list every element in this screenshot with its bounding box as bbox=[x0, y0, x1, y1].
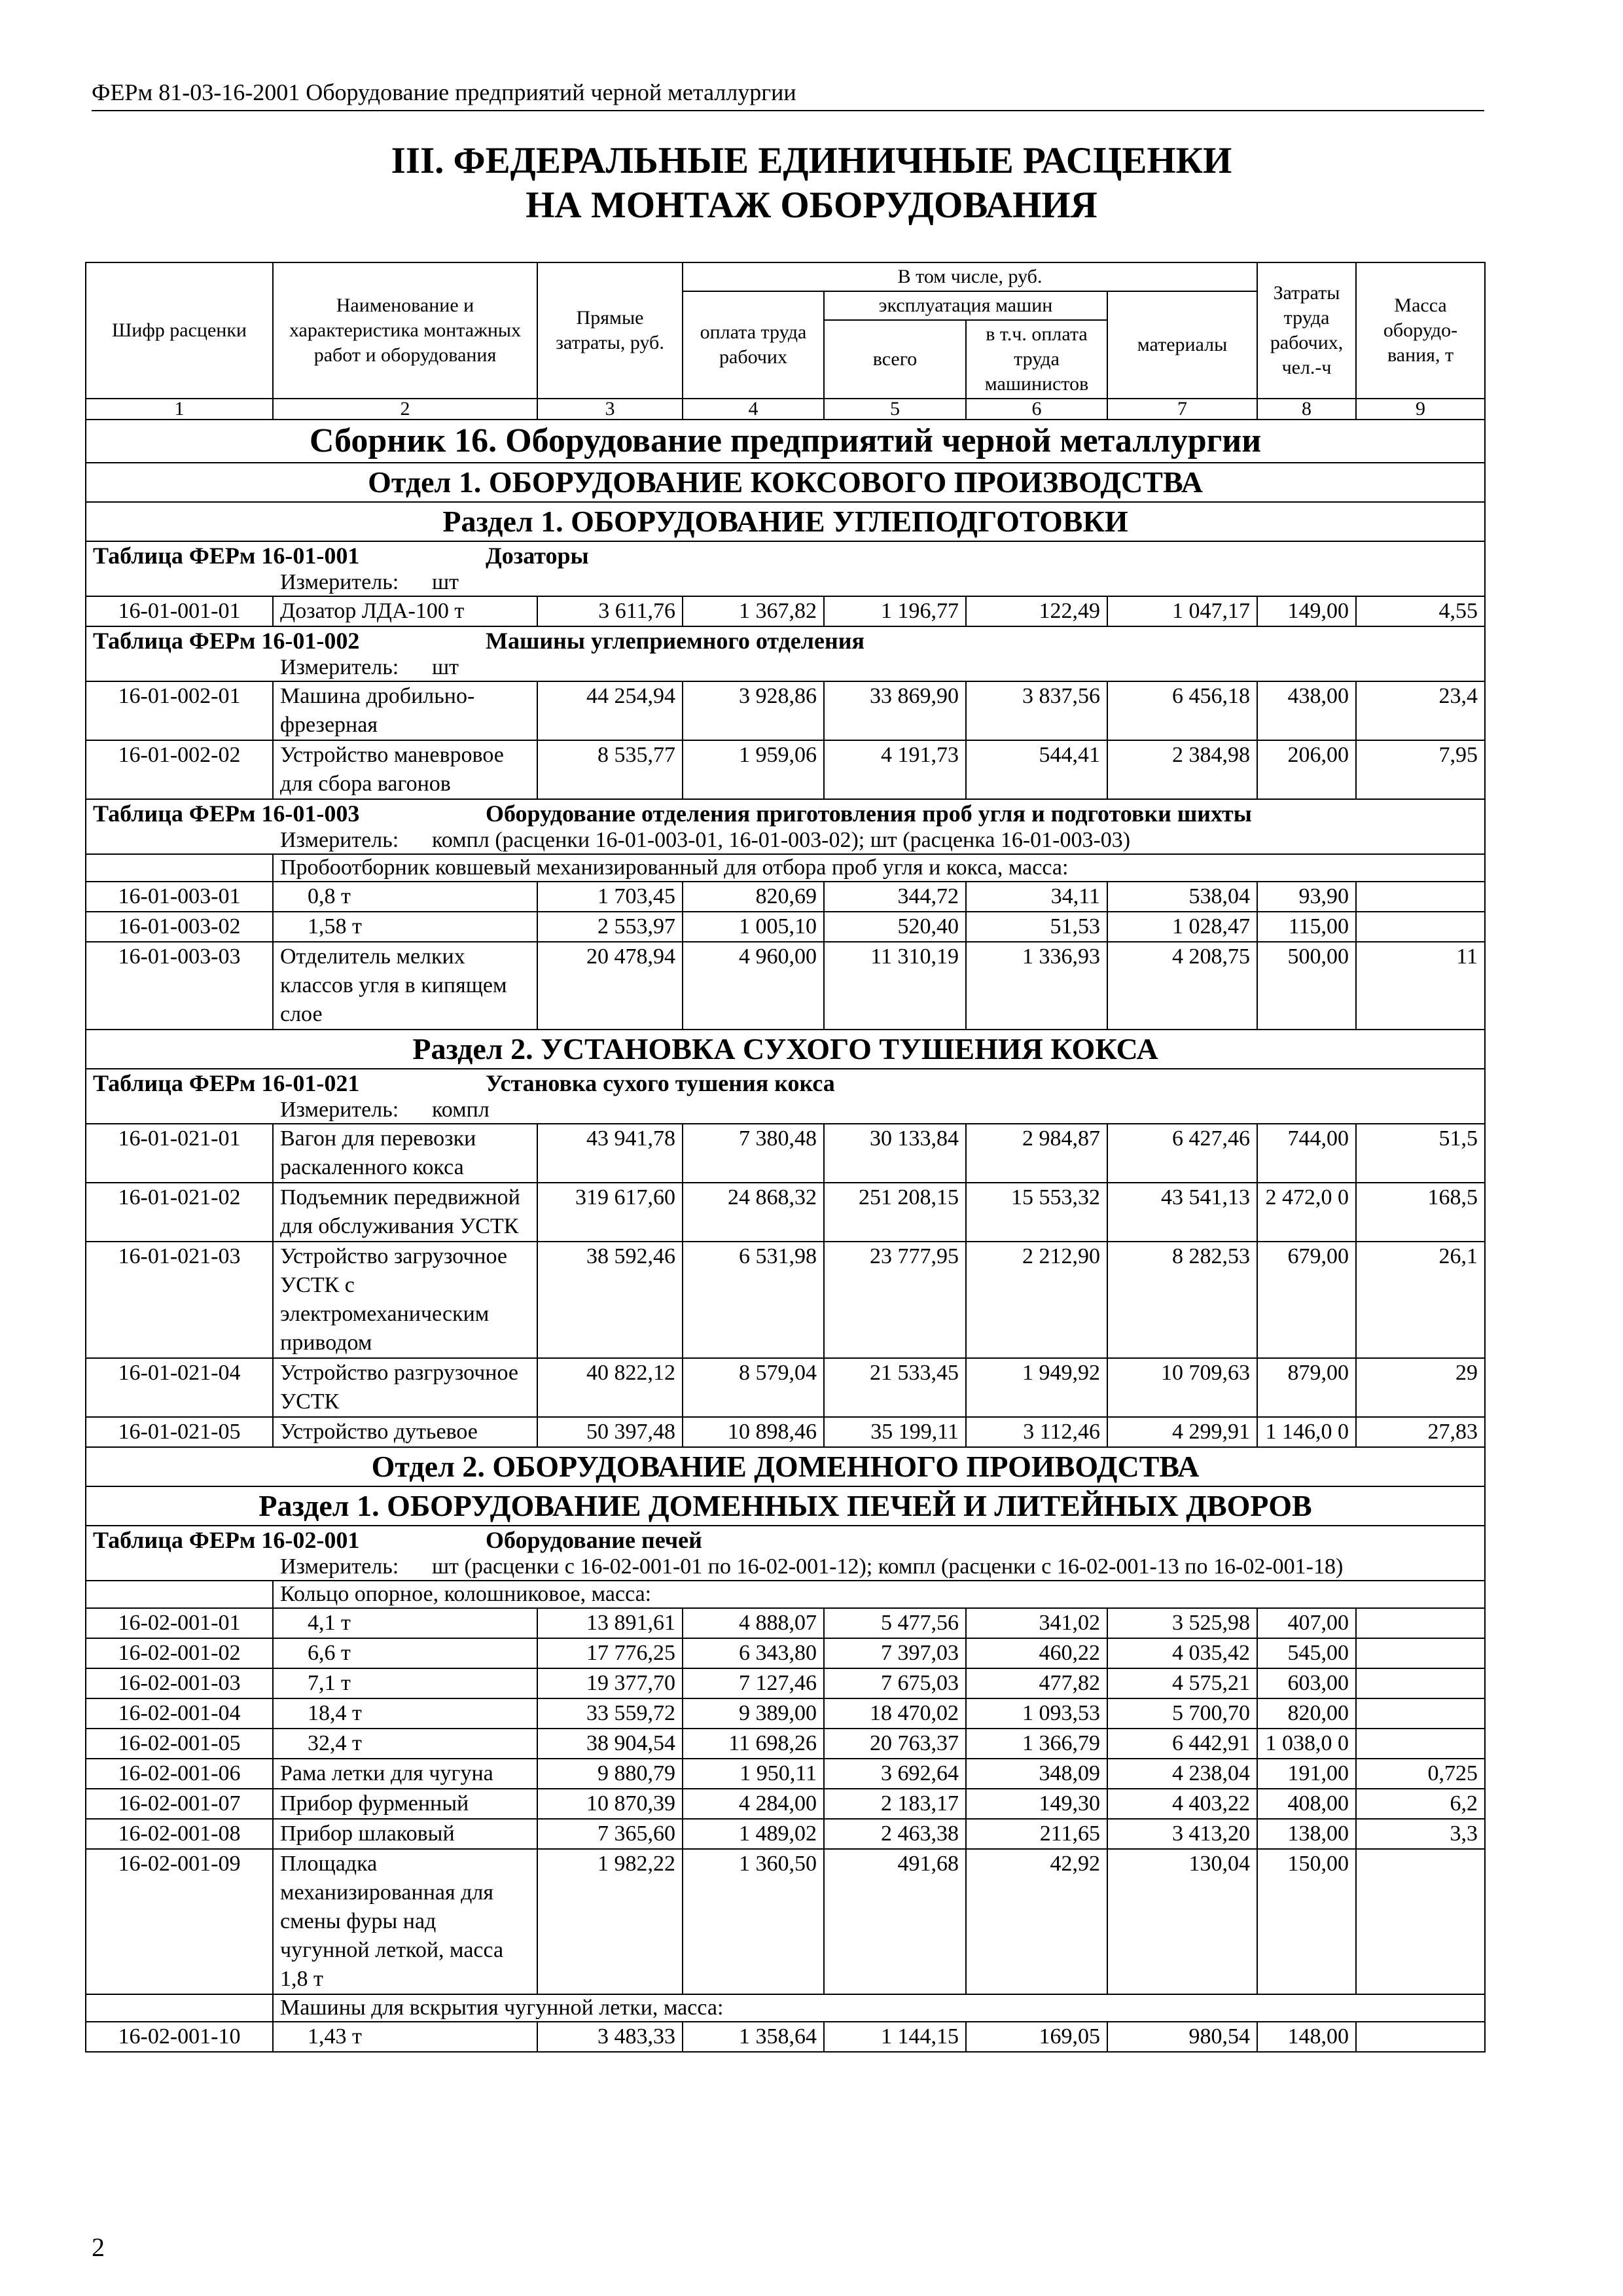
machines-cost: 3 692,64 bbox=[824, 1759, 966, 1789]
operators-cost: 3 112,46 bbox=[966, 1417, 1107, 1447]
rate-name: Площадка механизированная для смены фуры над чугунной леткой, масса 1,8 т bbox=[273, 1849, 537, 1994]
measure-value: шт bbox=[432, 655, 459, 679]
labor-hours: 500,00 bbox=[1257, 942, 1356, 1030]
labor-hours: 438,00 bbox=[1257, 681, 1356, 740]
materials-cost: 8 282,53 bbox=[1107, 1242, 1257, 1358]
rate-name: 32,4 т bbox=[273, 1729, 537, 1759]
col-code: Шифр расценки bbox=[86, 262, 273, 399]
direct-cost: 3 611,76 bbox=[537, 596, 683, 626]
measure-label: Измеритель: bbox=[280, 1098, 399, 1122]
operators-cost: 1 093,53 bbox=[966, 1698, 1107, 1729]
table-caption bbox=[86, 1069, 1485, 1097]
rate-name: 1,43 т bbox=[273, 2022, 537, 2052]
labor-cost: 7 380,48 bbox=[683, 1124, 824, 1183]
materials-cost: 2 384,98 bbox=[1107, 740, 1257, 799]
direct-cost: 20 478,94 bbox=[537, 942, 683, 1030]
table-row bbox=[86, 1849, 1485, 1994]
measure-row bbox=[86, 569, 1485, 596]
table-code: Таблица ФЕРм 16-01-003 bbox=[93, 800, 360, 827]
rate-code: 16-01-021-02 bbox=[86, 1183, 273, 1242]
equipment-mass bbox=[1356, 1608, 1485, 1638]
machines-cost: 491,68 bbox=[824, 1849, 966, 1994]
equipment-mass: 3,3 bbox=[1356, 1819, 1485, 1849]
machines-cost: 2 463,38 bbox=[824, 1819, 966, 1849]
operators-cost: 477,82 bbox=[966, 1668, 1107, 1698]
equipment-mass: 11 bbox=[1356, 942, 1485, 1030]
table-row bbox=[86, 1759, 1485, 1789]
labor-cost: 7 127,46 bbox=[683, 1668, 824, 1698]
rate-name: 4,1 т bbox=[273, 1608, 537, 1638]
equipment-mass: 168,5 bbox=[1356, 1183, 1485, 1242]
labor-cost: 1 959,06 bbox=[683, 740, 824, 799]
materials-cost: 43 541,13 bbox=[1107, 1183, 1257, 1242]
table-row bbox=[86, 1819, 1485, 1849]
title-line-1: III. ФЕДЕРАЛЬНЫЕ ЕДИНИЧНЫЕ РАСЦЕНКИ bbox=[391, 140, 1232, 181]
equipment-mass: 26,1 bbox=[1356, 1242, 1485, 1358]
rate-code: 16-01-021-01 bbox=[86, 1124, 273, 1183]
table-name: Установка сухого тушения кокса bbox=[486, 1070, 835, 1096]
rate-name: Вагон для перевозки раскаленного кокса bbox=[273, 1124, 537, 1183]
table-caption bbox=[86, 1526, 1485, 1554]
rate-code: 16-01-003-01 bbox=[86, 882, 273, 912]
table-row bbox=[86, 942, 1485, 1030]
operators-cost: 122,49 bbox=[966, 596, 1107, 626]
labor-cost: 4 284,00 bbox=[683, 1789, 824, 1819]
operators-cost: 460,22 bbox=[966, 1638, 1107, 1668]
measure-row bbox=[86, 1097, 1485, 1124]
rate-code: 16-02-001-08 bbox=[86, 1819, 273, 1849]
labor-cost: 820,69 bbox=[683, 882, 824, 912]
col-machines-total: всего bbox=[824, 320, 966, 399]
rate-name: Подъемник передвижной для обслуживания УСТК bbox=[273, 1183, 537, 1242]
equipment-mass bbox=[1356, 912, 1485, 942]
operators-cost: 2 212,90 bbox=[966, 1242, 1107, 1358]
table-row bbox=[86, 1242, 1485, 1358]
machines-cost: 7 675,03 bbox=[824, 1668, 966, 1698]
machines-cost: 7 397,03 bbox=[824, 1638, 966, 1668]
equipment-mass: 4,55 bbox=[1356, 596, 1485, 626]
machines-cost: 23 777,95 bbox=[824, 1242, 966, 1358]
col-number: 8 bbox=[1257, 399, 1356, 420]
rate-code: 16-02-001-07 bbox=[86, 1789, 273, 1819]
section-heading: Раздел 1. ОБОРУДОВАНИЕ ДОМЕННЫХ ПЕЧЕЙ И ЛИТЕЙНЫХ ДВОРОВ bbox=[86, 1486, 1485, 1526]
table-row bbox=[86, 1417, 1485, 1447]
labor-cost: 1 489,02 bbox=[683, 1819, 824, 1849]
direct-cost: 9 880,79 bbox=[537, 1759, 683, 1789]
machines-cost: 520,40 bbox=[824, 912, 966, 942]
materials-cost: 6 456,18 bbox=[1107, 681, 1257, 740]
equipment-mass bbox=[1356, 1668, 1485, 1698]
labor-hours: 2 472,0 0 bbox=[1257, 1183, 1356, 1242]
equipment-mass bbox=[1356, 2022, 1485, 2052]
rate-name: 18,4 т bbox=[273, 1698, 537, 1729]
col-number: 9 bbox=[1356, 399, 1485, 420]
measure-value: компл (расценки 16-01-003-01, 16-01-003-02); шт (расценка 16-01-003-03) bbox=[432, 828, 1131, 852]
direct-cost: 40 822,12 bbox=[537, 1358, 683, 1417]
running-header: ФЕРм 81-03-16-2001 Оборудование предприятий черной металлургии bbox=[92, 77, 1484, 111]
col-number: 6 bbox=[966, 399, 1107, 420]
measure-row bbox=[86, 827, 1485, 854]
labor-cost: 4 888,07 bbox=[683, 1608, 824, 1638]
direct-cost: 44 254,94 bbox=[537, 681, 683, 740]
operators-cost: 211,65 bbox=[966, 1819, 1107, 1849]
col-mass: Масса оборудо-вания, т bbox=[1356, 262, 1485, 399]
table-row bbox=[86, 1668, 1485, 1698]
equipment-mass bbox=[1356, 1849, 1485, 1994]
labor-cost: 6 531,98 bbox=[683, 1242, 824, 1358]
labor-cost: 4 960,00 bbox=[683, 942, 824, 1030]
direct-cost: 1 703,45 bbox=[537, 882, 683, 912]
materials-cost: 6 442,91 bbox=[1107, 1729, 1257, 1759]
labor-hours: 408,00 bbox=[1257, 1789, 1356, 1819]
table-row bbox=[86, 1183, 1485, 1242]
table-row bbox=[86, 740, 1485, 799]
rate-code: 16-01-021-03 bbox=[86, 1242, 273, 1358]
table-name: Дозаторы bbox=[486, 543, 589, 569]
rates-table bbox=[85, 262, 1486, 2053]
direct-cost: 17 776,25 bbox=[537, 1638, 683, 1668]
direct-cost: 33 559,72 bbox=[537, 1698, 683, 1729]
measure-value: компл bbox=[432, 1098, 490, 1122]
labor-cost: 11 698,26 bbox=[683, 1729, 824, 1759]
title-line-2: НА МОНТАЖ ОБОРУДОВАНИЯ bbox=[526, 185, 1097, 226]
col-including: В том числе, руб. bbox=[683, 262, 1257, 291]
labor-hours: 115,00 bbox=[1257, 912, 1356, 942]
labor-hours: 879,00 bbox=[1257, 1358, 1356, 1417]
machines-cost: 20 763,37 bbox=[824, 1729, 966, 1759]
equipment-mass: 51,5 bbox=[1356, 1124, 1485, 1183]
measure-label: Измеритель: bbox=[280, 828, 399, 852]
operators-cost: 1 366,79 bbox=[966, 1729, 1107, 1759]
col-name: Наименование и характеристика монтажных работ и оборудования bbox=[273, 262, 537, 399]
equipment-mass: 23,4 bbox=[1356, 681, 1485, 740]
direct-cost: 19 377,70 bbox=[537, 1668, 683, 1698]
operators-cost: 1 336,93 bbox=[966, 942, 1107, 1030]
labor-hours: 603,00 bbox=[1257, 1668, 1356, 1698]
rate-name: Машина дробильно-фрезерная bbox=[273, 681, 537, 740]
table-row bbox=[86, 596, 1485, 626]
column-numbers-row bbox=[86, 399, 1485, 420]
machines-cost: 18 470,02 bbox=[824, 1698, 966, 1729]
operators-cost: 1 949,92 bbox=[966, 1358, 1107, 1417]
rate-name: Прибор фурменный bbox=[273, 1789, 537, 1819]
table-caption bbox=[86, 541, 1485, 569]
labor-cost: 10 898,46 bbox=[683, 1417, 824, 1447]
rate-code: 16-01-003-02 bbox=[86, 912, 273, 942]
measure-label: Измеритель: bbox=[280, 1554, 399, 1579]
machines-cost: 21 533,45 bbox=[824, 1358, 966, 1417]
equipment-mass: 29 bbox=[1356, 1358, 1485, 1417]
operators-cost: 51,53 bbox=[966, 912, 1107, 942]
direct-cost: 50 397,48 bbox=[537, 1417, 683, 1447]
rate-code: 16-01-021-04 bbox=[86, 1358, 273, 1417]
operators-cost: 169,05 bbox=[966, 2022, 1107, 2052]
rate-code: 16-02-001-03 bbox=[86, 1668, 273, 1698]
materials-cost: 4 575,21 bbox=[1107, 1668, 1257, 1698]
materials-cost: 4 238,04 bbox=[1107, 1759, 1257, 1789]
machines-cost: 4 191,73 bbox=[824, 740, 966, 799]
table-row bbox=[86, 882, 1485, 912]
section-heading: Раздел 1. ОБОРУДОВАНИЕ УГЛЕПОДГОТОВКИ bbox=[86, 502, 1485, 541]
machines-cost: 11 310,19 bbox=[824, 942, 966, 1030]
direct-cost: 38 592,46 bbox=[537, 1242, 683, 1358]
materials-cost: 6 427,46 bbox=[1107, 1124, 1257, 1183]
labor-hours: 149,00 bbox=[1257, 596, 1356, 626]
operators-cost: 341,02 bbox=[966, 1608, 1107, 1638]
materials-cost: 5 700,70 bbox=[1107, 1698, 1257, 1729]
table-code: Таблица ФЕРм 16-01-002 bbox=[93, 628, 360, 654]
labor-cost: 3 928,86 bbox=[683, 681, 824, 740]
labor-cost: 1 367,82 bbox=[683, 596, 824, 626]
direct-cost: 43 941,78 bbox=[537, 1124, 683, 1183]
page-title bbox=[0, 139, 1623, 228]
rate-code: 16-02-001-02 bbox=[86, 1638, 273, 1668]
measure-label: Измеритель: bbox=[280, 655, 399, 679]
machines-cost: 33 869,90 bbox=[824, 681, 966, 740]
direct-cost: 10 870,39 bbox=[537, 1789, 683, 1819]
labor-hours: 191,00 bbox=[1257, 1759, 1356, 1789]
operators-cost: 15 553,32 bbox=[966, 1183, 1107, 1242]
labor-cost: 24 868,32 bbox=[683, 1183, 824, 1242]
rate-code: 16-01-021-05 bbox=[86, 1417, 273, 1447]
group-note: Пробоотборник ковшевый механизированный для отбора проб угля и кокса, масса: bbox=[273, 854, 1485, 882]
col-number: 1 bbox=[86, 399, 273, 420]
machines-cost: 1 144,15 bbox=[824, 2022, 966, 2052]
direct-cost: 7 365,60 bbox=[537, 1819, 683, 1849]
rates-table-wrapper bbox=[85, 262, 1484, 2053]
table-name: Оборудование печей bbox=[486, 1527, 702, 1553]
materials-cost: 130,04 bbox=[1107, 1849, 1257, 1994]
machines-cost: 30 133,84 bbox=[824, 1124, 966, 1183]
direct-cost: 2 553,97 bbox=[537, 912, 683, 942]
col-hours: Затраты труда рабочих, чел.-ч bbox=[1257, 262, 1356, 399]
labor-hours: 545,00 bbox=[1257, 1638, 1356, 1668]
equipment-mass bbox=[1356, 882, 1485, 912]
machines-cost: 251 208,15 bbox=[824, 1183, 966, 1242]
table-body bbox=[86, 420, 1485, 2052]
labor-hours: 744,00 bbox=[1257, 1124, 1356, 1183]
equipment-mass bbox=[1356, 1729, 1485, 1759]
materials-cost: 980,54 bbox=[1107, 2022, 1257, 2052]
operators-cost: 544,41 bbox=[966, 740, 1107, 799]
materials-cost: 4 035,42 bbox=[1107, 1638, 1257, 1668]
rate-code: 16-01-002-01 bbox=[86, 681, 273, 740]
rate-name: Устройство дутьевое bbox=[273, 1417, 537, 1447]
col-operators: в т.ч. оплата труда машинистов bbox=[966, 320, 1107, 399]
materials-cost: 4 299,91 bbox=[1107, 1417, 1257, 1447]
materials-cost: 10 709,63 bbox=[1107, 1358, 1257, 1417]
rate-code: 16-02-001-10 bbox=[86, 2022, 273, 2052]
equipment-mass: 6,2 bbox=[1356, 1789, 1485, 1819]
operators-cost: 34,11 bbox=[966, 882, 1107, 912]
equipment-mass bbox=[1356, 1638, 1485, 1668]
table-row bbox=[86, 681, 1485, 740]
rate-name: Рама летки для чугуна bbox=[273, 1759, 537, 1789]
equipment-mass: 27,83 bbox=[1356, 1417, 1485, 1447]
rate-name: 6,6 т bbox=[273, 1638, 537, 1668]
equipment-mass bbox=[1356, 1698, 1485, 1729]
labor-hours: 150,00 bbox=[1257, 1849, 1356, 1994]
table-row bbox=[86, 1608, 1485, 1638]
col-machines: эксплуатация машин bbox=[824, 291, 1107, 320]
group-note: Машины для вскрытия чугунной летки, масса: bbox=[273, 1994, 1485, 2022]
operators-cost: 2 984,87 bbox=[966, 1124, 1107, 1183]
rate-code: 16-01-003-03 bbox=[86, 942, 273, 1030]
department-heading: Отдел 1. ОБОРУДОВАНИЕ КОКСОВОГО ПРОИЗВОДСТВА bbox=[86, 463, 1485, 502]
direct-cost: 1 982,22 bbox=[537, 1849, 683, 1994]
table-row bbox=[86, 1729, 1485, 1759]
table-caption bbox=[86, 626, 1485, 655]
labor-cost: 8 579,04 bbox=[683, 1358, 824, 1417]
col-number: 2 bbox=[273, 399, 537, 420]
rate-name: Дозатор ЛДА-100 т bbox=[273, 596, 537, 626]
col-number: 7 bbox=[1107, 399, 1257, 420]
labor-hours: 206,00 bbox=[1257, 740, 1356, 799]
labor-hours: 820,00 bbox=[1257, 1698, 1356, 1729]
materials-cost: 3 413,20 bbox=[1107, 1819, 1257, 1849]
table-row bbox=[86, 2022, 1485, 2052]
labor-hours: 1 146,0 0 bbox=[1257, 1417, 1356, 1447]
rate-name: Устройство разгрузочное УСТК bbox=[273, 1358, 537, 1417]
materials-cost: 1 047,17 bbox=[1107, 596, 1257, 626]
materials-cost: 3 525,98 bbox=[1107, 1608, 1257, 1638]
rate-name: 0,8 т bbox=[273, 882, 537, 912]
labor-cost: 1 358,64 bbox=[683, 2022, 824, 2052]
direct-cost: 38 904,54 bbox=[537, 1729, 683, 1759]
labor-hours: 407,00 bbox=[1257, 1608, 1356, 1638]
direct-cost: 3 483,33 bbox=[537, 2022, 683, 2052]
operators-cost: 348,09 bbox=[966, 1759, 1107, 1789]
labor-cost: 1 950,11 bbox=[683, 1759, 824, 1789]
col-number: 5 bbox=[824, 399, 966, 420]
table-code: Таблица ФЕРм 16-01-001 bbox=[93, 543, 360, 569]
measure-row bbox=[86, 1554, 1485, 1581]
labor-hours: 138,00 bbox=[1257, 1819, 1356, 1849]
direct-cost: 8 535,77 bbox=[537, 740, 683, 799]
table-row bbox=[86, 1789, 1485, 1819]
labor-cost: 1 005,10 bbox=[683, 912, 824, 942]
labor-hours: 679,00 bbox=[1257, 1242, 1356, 1358]
rate-code: 16-01-001-01 bbox=[86, 596, 273, 626]
col-direct: Прямые затраты, руб. bbox=[537, 262, 683, 399]
table-name: Машины углеприемного отделения bbox=[486, 628, 865, 654]
labor-hours: 148,00 bbox=[1257, 2022, 1356, 2052]
rate-code: 16-02-001-05 bbox=[86, 1729, 273, 1759]
table-row bbox=[86, 1124, 1485, 1183]
rate-code: 16-02-001-09 bbox=[86, 1849, 273, 1994]
operators-cost: 3 837,56 bbox=[966, 681, 1107, 740]
labor-cost: 6 343,80 bbox=[683, 1638, 824, 1668]
col-materials: материалы bbox=[1107, 291, 1257, 399]
rate-code: 16-01-002-02 bbox=[86, 740, 273, 799]
materials-cost: 1 028,47 bbox=[1107, 912, 1257, 942]
section-heading: Раздел 2. УСТАНОВКА СУХОГО ТУШЕНИЯ КОКСА bbox=[86, 1030, 1485, 1069]
rate-name: 7,1 т bbox=[273, 1668, 537, 1698]
labor-cost: 1 360,50 bbox=[683, 1849, 824, 1994]
col-number: 4 bbox=[683, 399, 824, 420]
operators-cost: 42,92 bbox=[966, 1849, 1107, 1994]
rate-code: 16-02-001-06 bbox=[86, 1759, 273, 1789]
col-labor: оплата труда рабочих bbox=[683, 291, 824, 399]
materials-cost: 4 403,22 bbox=[1107, 1789, 1257, 1819]
table-code: Таблица ФЕРм 16-01-021 bbox=[93, 1070, 360, 1096]
labor-cost: 9 389,00 bbox=[683, 1698, 824, 1729]
measure-row bbox=[86, 655, 1485, 681]
equipment-mass: 0,725 bbox=[1356, 1759, 1485, 1789]
materials-cost: 4 208,75 bbox=[1107, 942, 1257, 1030]
equipment-mass: 7,95 bbox=[1356, 740, 1485, 799]
table-row bbox=[86, 1358, 1485, 1417]
table-code: Таблица ФЕРм 16-02-001 bbox=[93, 1527, 360, 1553]
measure-value: шт bbox=[432, 570, 459, 594]
rate-code: 16-02-001-04 bbox=[86, 1698, 273, 1729]
rate-name: Устройство маневровое для сбора вагонов bbox=[273, 740, 537, 799]
measure-value: шт (расценки с 16-02-001-01 по 16-02-001-12); компл (расценки с 16-02-001-13 по 16-02-001-18) bbox=[432, 1554, 1344, 1579]
table-head bbox=[86, 262, 1485, 420]
group-note: Кольцо опорное, колошниковое, масса: bbox=[273, 1581, 1485, 1608]
rate-code: 16-02-001-01 bbox=[86, 1608, 273, 1638]
table-name: Оборудование отделения приготовления проб угля и подготовки шихты bbox=[486, 800, 1252, 827]
col-number: 3 bbox=[537, 399, 683, 420]
rate-name: Устройство загрузочное УСТК с электромеханическим приводом bbox=[273, 1242, 537, 1358]
measure-label: Измеритель: bbox=[280, 570, 399, 594]
operators-cost: 149,30 bbox=[966, 1789, 1107, 1819]
labor-hours: 93,90 bbox=[1257, 882, 1356, 912]
collection-heading: Сборник 16. Оборудование предприятий черной металлургии bbox=[86, 420, 1485, 463]
direct-cost: 13 891,61 bbox=[537, 1608, 683, 1638]
materials-cost: 538,04 bbox=[1107, 882, 1257, 912]
table-caption bbox=[86, 799, 1485, 827]
page-number: 2 bbox=[92, 2233, 105, 2262]
machines-cost: 35 199,11 bbox=[824, 1417, 966, 1447]
department-heading: Отдел 2. ОБОРУДОВАНИЕ ДОМЕННОГО ПРОИВОДСТВА bbox=[86, 1447, 1485, 1486]
rate-name: Отделитель мелких классов угля в кипящем слое bbox=[273, 942, 537, 1030]
direct-cost: 319 617,60 bbox=[537, 1183, 683, 1242]
machines-cost: 5 477,56 bbox=[824, 1608, 966, 1638]
machines-cost: 2 183,17 bbox=[824, 1789, 966, 1819]
labor-hours: 1 038,0 0 bbox=[1257, 1729, 1356, 1759]
machines-cost: 1 196,77 bbox=[824, 596, 966, 626]
table-row bbox=[86, 1638, 1485, 1668]
table-row bbox=[86, 1698, 1485, 1729]
table-row bbox=[86, 912, 1485, 942]
rate-name: 1,58 т bbox=[273, 912, 537, 942]
machines-cost: 344,72 bbox=[824, 882, 966, 912]
rate-name: Прибор шлаковый bbox=[273, 1819, 537, 1849]
